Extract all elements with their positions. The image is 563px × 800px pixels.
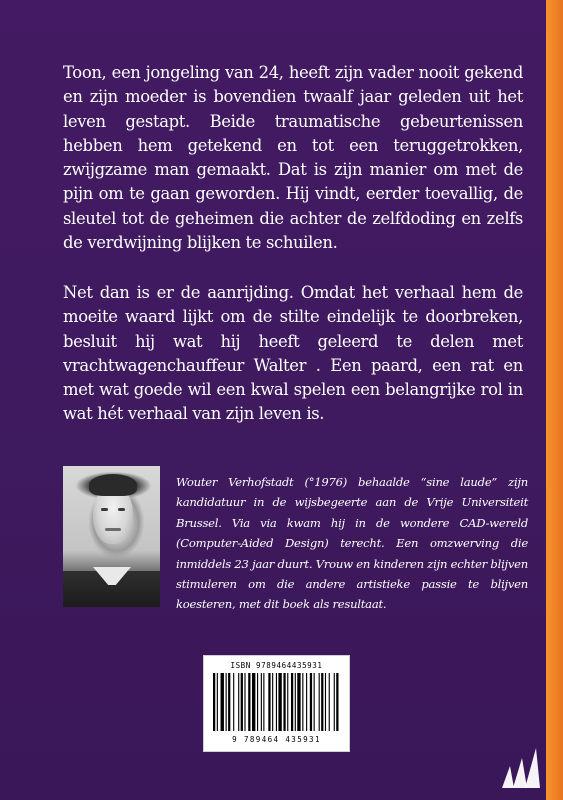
isbn-barcode bbox=[203, 655, 350, 752]
barcode-bars bbox=[213, 673, 340, 731]
blurb-paragraph-2: Net dan is er de aanrijding. Omdat het verhaal hem de moeite waard lijkt om de stilte eindelijk te doorbreken, besluit hij wat hij heeft geleerd te delen met vrachtwagenchauffeur Walter . Een paard, een rat en met wat goede wil een kwal spelen een belangrijke rol in wat hét verhaal van zijn leven is. bbox=[63, 283, 523, 424]
blurb-paragraph-1: Toon, een jongeling van 24, heeft zijn vader nooit gekend en zijn moeder is bovendien twaalf jaar geleden uit het leven gestapt. Beide traumatische gebeurtenissen hebben hem getekend en tot een teruggetrokken, zwijgzame man gemaakt. Dat is zijn manier om met de pijn om te gaan geworden. Hij vindt, eerder toevallig, de sleutel tot de geheimen die achter de zelfdoding en zelfs de verdwijning blijken te schuilen. bbox=[63, 63, 523, 253]
author-photo bbox=[63, 466, 160, 607]
author-bio: Wouter Verhofstadt (°1976) behaalde “sine laude” zijn kandidatuur in de wijsbegeerte aan de Vrije Universiteit Brussel. Via via kwam hij in de wondere CAD-wereld (Computer-Aided Design) terecht. Een omzwerving die inmiddels 23 jaar duurt. Vrouw en kinderen zijn echter blijven stimuleren om die andere artistieke passie te blijven koesteren, met dit boek als resultaat. bbox=[176, 475, 528, 612]
author-photo-eye bbox=[101, 508, 108, 511]
spine-edge bbox=[546, 0, 563, 800]
author-photo-hair bbox=[89, 474, 137, 496]
publisher-logo-icon bbox=[500, 746, 540, 790]
author-photo-eye bbox=[118, 508, 125, 511]
isbn-digits: 9 789464 435931 bbox=[232, 735, 321, 744]
author-photo-mouth bbox=[105, 528, 121, 531]
isbn-label: ISBN 9789464435931 bbox=[230, 661, 323, 670]
